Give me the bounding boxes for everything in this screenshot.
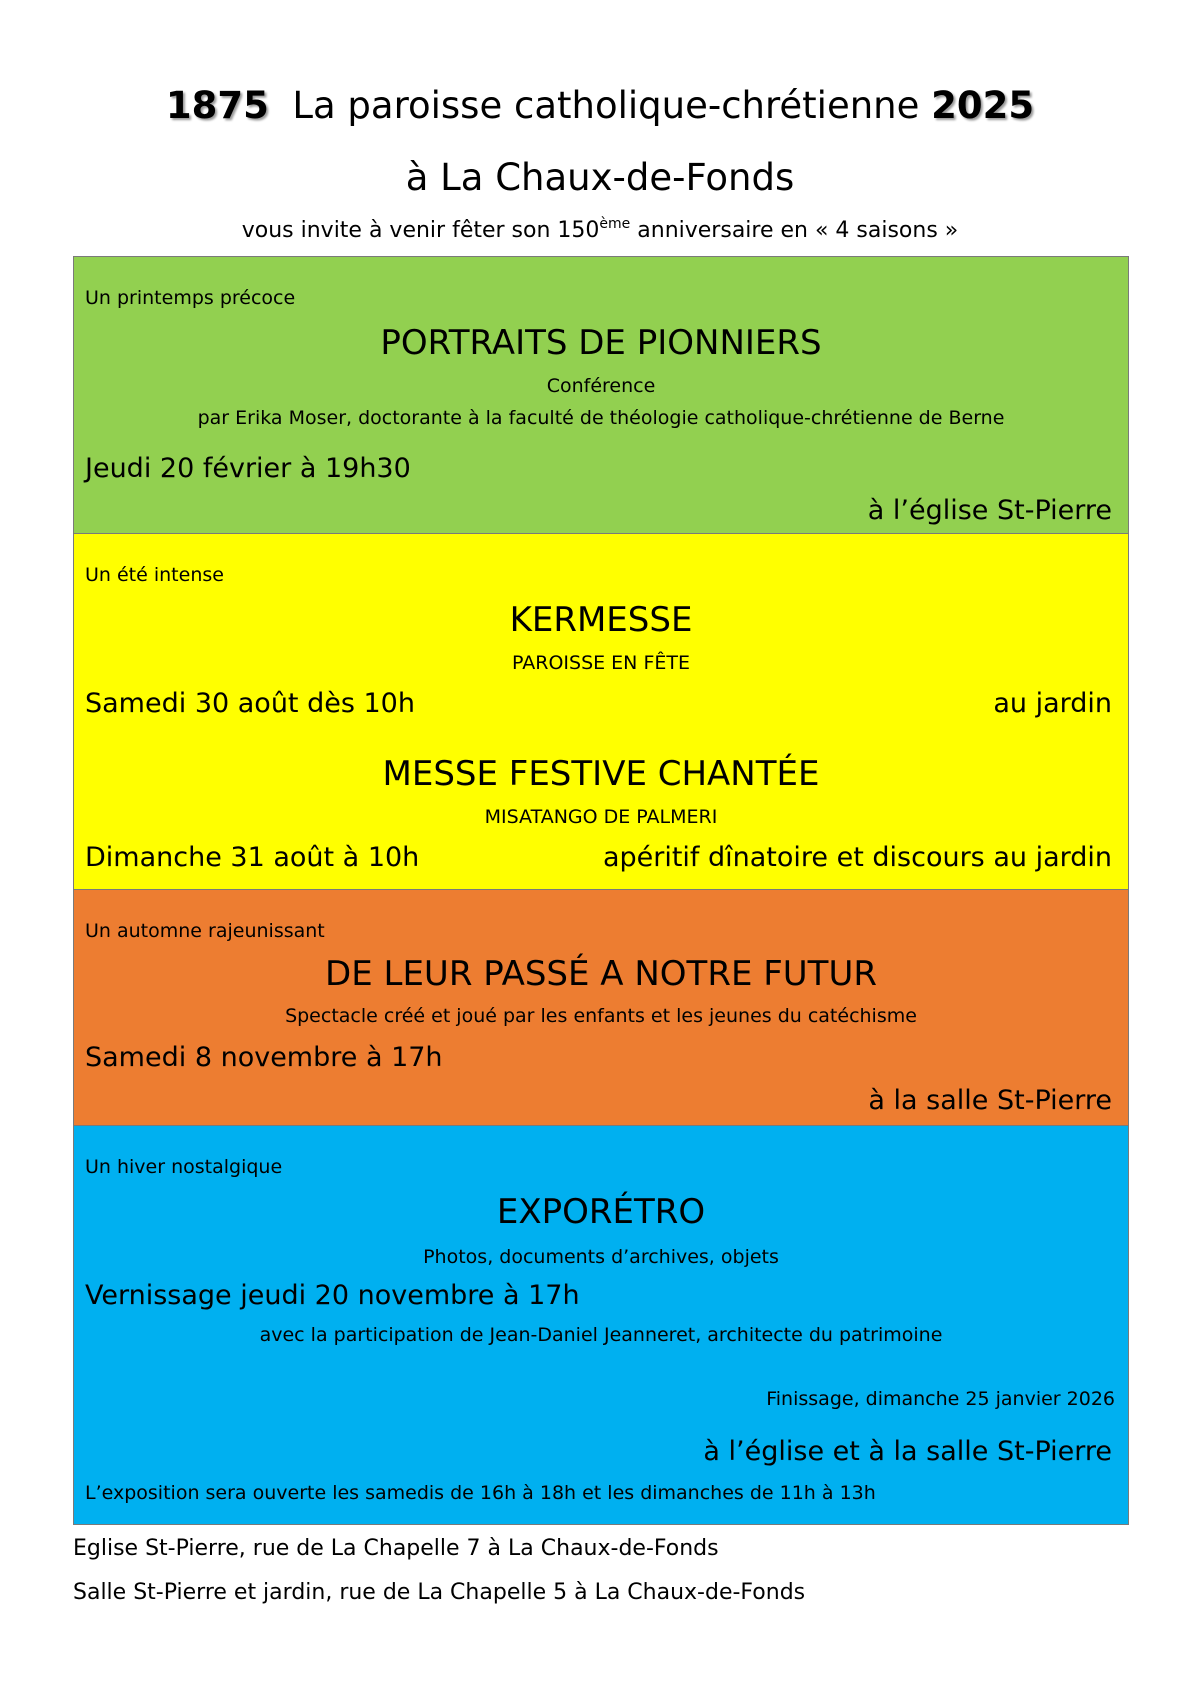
season-autumn [73,889,1129,1125]
event-title: MESSE FESTIVE CHANTÉE [382,754,820,794]
page-title [0,78,1200,134]
event-place: au jardin [993,688,1112,719]
event-subtitle: Spectacle créé et joué par les enfants et les jeunes du catéchisme [285,1005,917,1027]
season-label: Un printemps précoce [85,287,296,309]
event-date: Jeudi 20 février à 19h30 [85,453,411,484]
event-detail: avec la participation de Jean-Daniel Jeanneret, architecte du patrimoine [259,1324,943,1346]
event-place: à l’église St-Pierre [867,495,1112,526]
year-end: 2025 [931,84,1035,127]
event-place: à l’église et à la salle St-Pierre [703,1436,1112,1467]
event-subtitle: Photos, documents d’archives, objets [423,1246,779,1268]
season-summer [73,533,1129,889]
page-title-line2: à La Chaux-de-Fonds [405,156,795,199]
subtitle-before: vous invite à venir fêter son 150 [241,218,600,243]
address-church: Eglise St-Pierre, rue de La Chapelle 7 à La Chaux-de-Fonds [73,1536,719,1561]
season-spring [73,256,1129,533]
season-label: Un été intense [85,564,224,586]
event-date: Vernissage jeudi 20 novembre à 17h [85,1280,580,1311]
event-title: DE LEUR PASSÉ A NOTRE FUTUR [325,954,877,994]
subtitle-after: anniversaire en « 4 saisons » [630,218,959,243]
subtitle-sup: ème [599,216,631,232]
event-title: KERMESSE [509,600,693,640]
event-detail: par Erika Moser, doctorante à la faculté de théologie catholique-chrétienne de Berne [197,407,1005,429]
event-place: apéritif dînatoire et discours au jardin [602,842,1112,873]
event-place: à la salle St-Pierre [868,1085,1112,1116]
event-date: Samedi 30 août dès 10h [85,688,415,719]
event-date: Dimanche 31 août à 10h [85,842,420,873]
opening-hours-note: L’exposition sera ouverte les samedis de 16h à 18h et les dimanches de 11h à 13h [85,1482,876,1504]
invitation-subtitle [0,214,1200,248]
title-middle: La paroisse catholique-chrétienne [292,84,920,127]
event-title: PORTRAITS DE PIONNIERS [380,323,822,363]
event-subtitle: MISATANGO DE PALMERI [484,806,718,828]
event-title: EXPORÉTRO [496,1192,706,1232]
season-label: Un hiver nostalgique [85,1156,283,1178]
event-subtitle: Conférence [546,375,656,397]
event-date: Samedi 8 novembre à 17h [85,1042,443,1073]
season-label: Un automne rajeunissant [85,920,325,942]
year-start: 1875 [165,84,269,127]
event-subtitle: PAROISSE EN FÊTE [512,652,690,674]
season-winter [73,1125,1129,1525]
address-hall: Salle St-Pierre et jardin, rue de La Chapelle 5 à La Chaux-de-Fonds [73,1580,806,1605]
closing-date: Finissage, dimanche 25 janvier 2026 [766,1388,1115,1410]
